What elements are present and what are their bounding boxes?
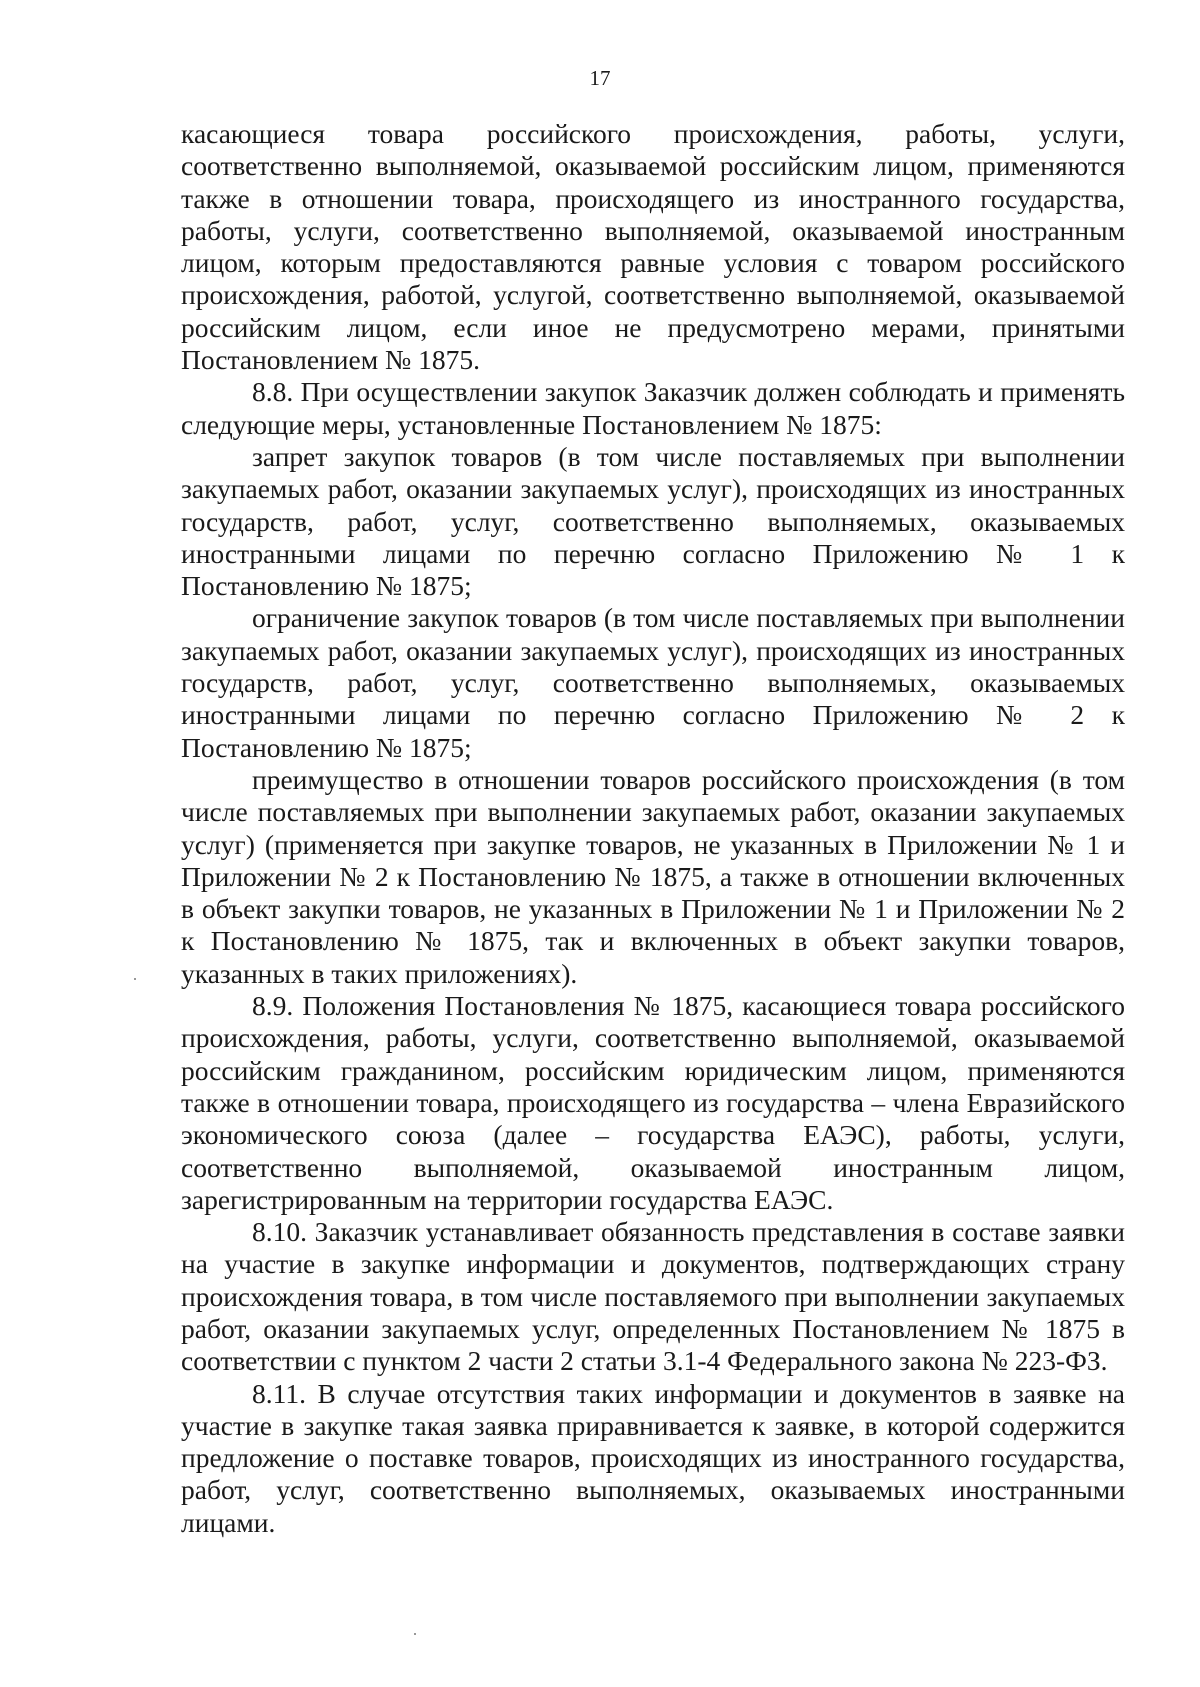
paragraph-restriction-list-2: ограничение закупок товаров (в том числе поставляемых при выполнении закупаемых работ, оказании закупаемых услуг), происходящих из иностранных государств, работ, услуг, соответственно выполняемых, оказываемых иностранными лицами по перечню согласно Приложению № 2 к Постановлению № 1875; bbox=[181, 602, 1125, 763]
paragraph-8-9: 8.9. Положения Постановления № 1875, касающиеся товара российского происхождения, работы, услуги, соответственно выполняемой, оказываемой российским гражданином, российским юридическим лицом, применяются также в отношении товара, происходящего из государства – члена Евразийского экономического союза (далее – государства ЕАЭС), работы, услуги, соответственно выполняемой, оказываемой иностранным лицом, зарегистрированным на территории государства ЕАЭС. bbox=[181, 990, 1125, 1215]
scan-speck bbox=[134, 978, 136, 980]
scan-speck bbox=[414, 1633, 416, 1635]
paragraph-8-11: 8.11. В случае отсутствия таких информации и документов в заявке на участие в закупке такая заявка приравнивается к заявке, в которой содержится предложение о поставке товаров, происходящих из иностранного государства, работ, услуг, соответственно выполняемых, оказываемых иностранными лицами. bbox=[181, 1377, 1125, 1538]
document-text bbox=[181, 118, 1125, 1539]
paragraph-continuation: касающиеся товара российского происхождения, работы, услуги, соответственно выполняемой, оказываемой российским лицом, применяются также в отношении товара, происходящего из иностранного государства, работы, услуги, соответственно выполняемой, оказываемой иностранным лицом, которым предоставляются равные условия с товаром российского происхождения, работой, услугой, соответственно выполняемой, оказываемой российским лицом, если иное не предусмотрено мерами, принятыми Постановлением № 1875. bbox=[181, 118, 1125, 376]
paragraph-8-8: 8.8. При осуществлении закупок Заказчик должен соблюдать и применять следующие меры, установленные Постановлением № 1875: bbox=[181, 376, 1125, 440]
paragraph-ban-list-1: запрет закупок товаров (в том числе поставляемых при выполнении закупаемых работ, оказании закупаемых услуг), происходящих из иностранных государств, работ, услуг, соответственно выполняемых, оказываемых иностранными лицами по перечню согласно Приложению № 1 к Постановлению № 1875; bbox=[181, 440, 1125, 602]
page-number: 17 bbox=[589, 66, 611, 90]
paragraph-preference-russian-goods: преимущество в отношении товаров российского происхождения (в том числе поставляемых при выполнении закупаемых работ, оказании закупаемых услуг) (применяется при закупке товаров, не указанных в Приложении № 1 и Приложении № 2 к Постановлению № 1875, а также в отношении включенных в объект закупки товаров, не указанных в Приложении № 1 и Приложении № 2 к Постановлению № 1875, так и включенных в объект закупки товаров, указанных в таких приложениях). bbox=[181, 763, 1125, 989]
paragraph-8-10: 8.10. Заказчик устанавливает обязанность представления в составе заявки на участие в закупке информации и документов, подтверждающих страну происхождения товара, в том числе поставляемого при выполнении закупаемых работ, оказании закупаемых услуг, определенных Постановлением № 1875 в соответствии с пунктом 2 части 2 статьи 3.1-4 Федерального закона № 223-ФЗ. bbox=[181, 1216, 1125, 1377]
